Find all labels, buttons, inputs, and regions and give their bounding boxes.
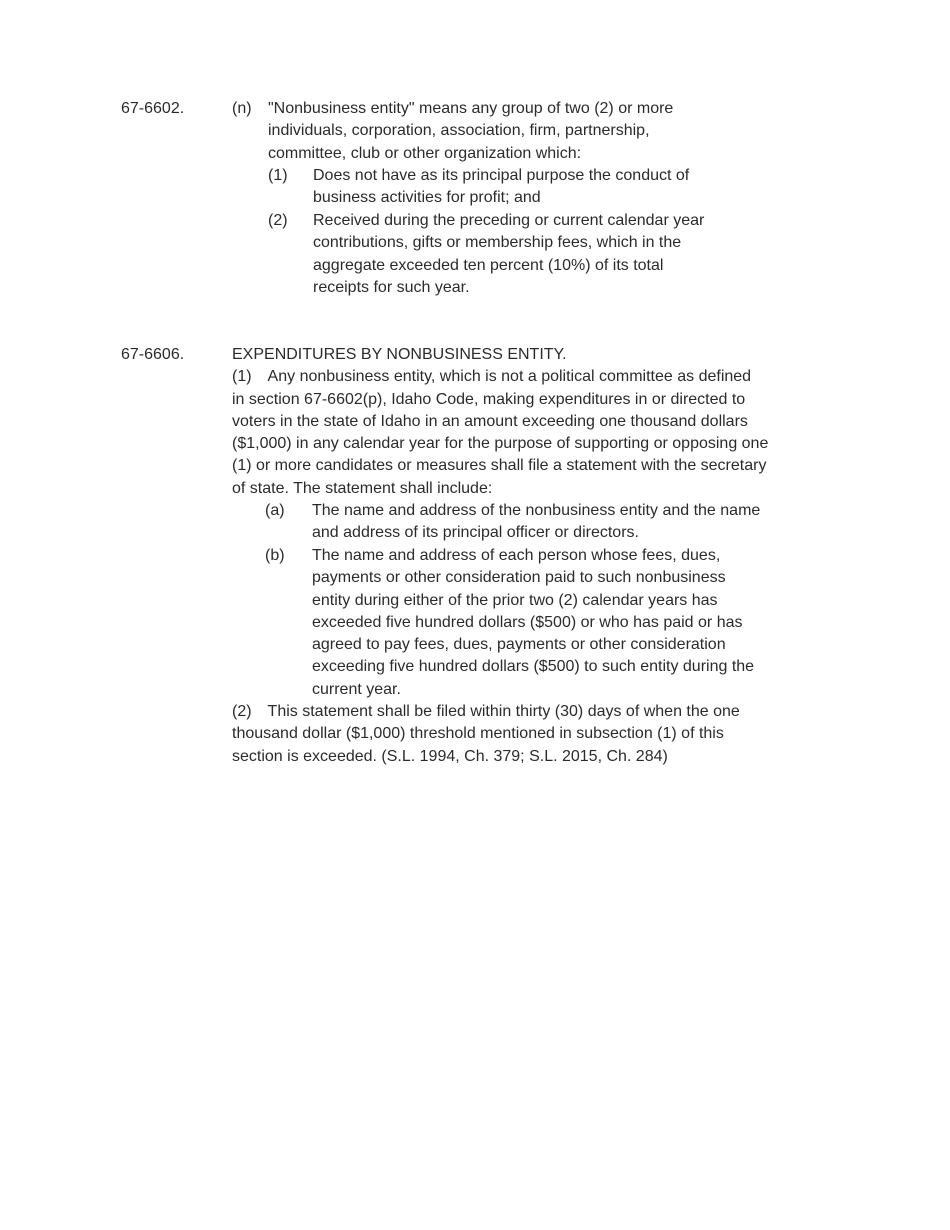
text-line: business activities for profit; and	[313, 189, 541, 207]
subitem-marker-b: (b)	[265, 547, 285, 564]
subitem-b-text	[312, 545, 754, 701]
text-line: committee, club or other organization which:	[268, 144, 582, 162]
subitem-marker-a: (a)	[265, 502, 285, 519]
text-line: individuals, corporation, association, firm, partnership,	[268, 122, 650, 140]
subitem-2-text	[313, 210, 704, 299]
section-number-6606: 67-6606.	[121, 346, 185, 363]
para1-line: voters in the state of Idaho in an amount exceeding one thousand dollars	[232, 412, 748, 430]
item-n-text	[268, 98, 673, 165]
para2-text	[232, 701, 740, 768]
text-line: receipts for such year.	[313, 278, 470, 296]
text-line: aggregate exceeded ten percent (10%) of its total	[313, 256, 664, 274]
text-line: agreed to pay fees, dues, payments or other consideration	[312, 636, 726, 654]
text-line: current year.	[312, 680, 401, 698]
para1-line: in section 67-6602(p), Idaho Code, making expenditures in or directed to	[232, 390, 746, 408]
para1-line: of state. The statement shall include:	[232, 479, 493, 497]
text-line: and address of its principal officer or directors.	[312, 524, 639, 542]
section-number-6602: 67-6602.	[121, 100, 185, 117]
subitem-a-text	[312, 500, 760, 545]
para2-line: section is exceeded. (S.L. 1994, Ch. 379; S.L. 2015, Ch. 284)	[232, 747, 668, 765]
para1-line: ($1,000) in any calendar year for the purpose of supporting or opposing one	[232, 435, 769, 453]
subitem-marker-2: (2)	[268, 212, 288, 229]
section-heading: EXPENDITURES BY NONBUSINESS ENTITY.	[232, 346, 567, 363]
para1-line: (1) or more candidates or measures shall file a statement with the secretary	[232, 457, 767, 475]
para1-line: (1) Any nonbusiness entity, which is not a political committee as defined	[232, 368, 752, 386]
para2-line: thousand dollar ($1,000) threshold mentioned in subsection (1) of this	[232, 725, 724, 743]
subitem-marker-1: (1)	[268, 167, 288, 184]
subitem-1-text	[313, 165, 689, 210]
text-line: exceeded five hundred dollars ($500) or who has paid or has	[312, 613, 743, 631]
text-line: payments or other consideration paid to such nonbusiness	[312, 569, 726, 587]
text-line: The name and address of each person whose fees, dues,	[312, 547, 721, 564]
text-line: contributions, gifts or membership fees, which in the	[313, 234, 682, 252]
section-6606-body	[232, 344, 768, 500]
text-line: Received during the preceding or current calendar year	[313, 212, 705, 229]
text-line: exceeding five hundred dollars ($500) to such entity during the	[312, 658, 755, 676]
text-line: The name and address of the nonbusiness entity and the name	[312, 502, 761, 519]
text-line: Does not have as its principal purpose the conduct of	[313, 167, 690, 184]
item-marker-n: (n)	[232, 100, 252, 117]
text-line: "Nonbusiness entity" means any group of two (2) or more	[268, 100, 674, 117]
text-line: entity during either of the prior two (2) calendar years has	[312, 591, 718, 609]
para2-line: (2) This statement shall be filed within thirty (30) days of when the one	[232, 703, 740, 720]
